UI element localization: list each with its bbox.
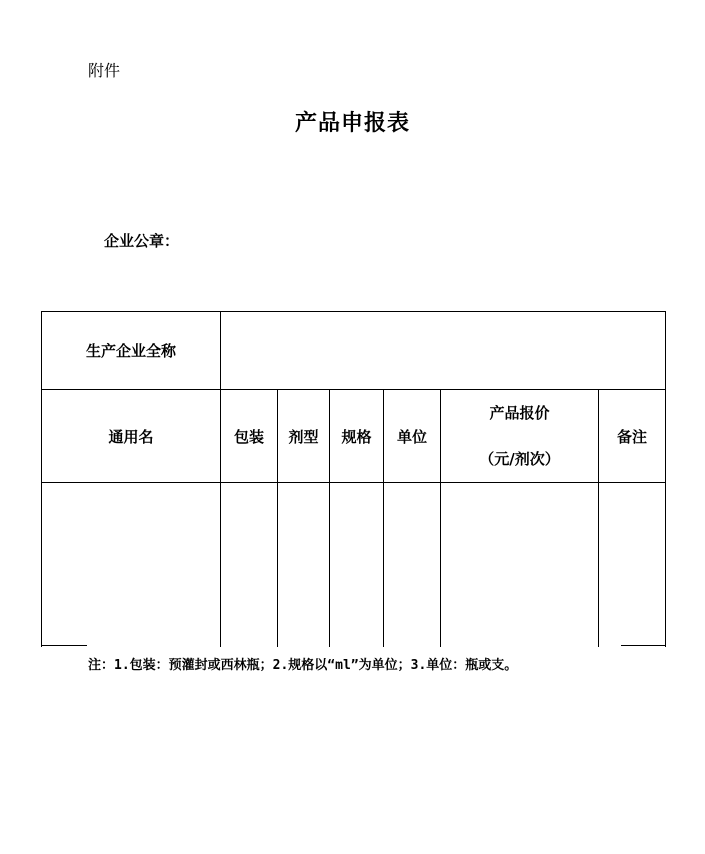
header-remarks: 备注 xyxy=(599,390,666,483)
header-price xyxy=(441,390,599,483)
table-bottom-border-left xyxy=(41,645,87,646)
cell-generic-name[interactable] xyxy=(42,483,221,648)
header-specification: 规格 xyxy=(330,390,384,483)
company-name-row xyxy=(42,312,666,390)
table-footnote: 注：1.包装：预灌封或西林瓶；2.规格以“ml”为单位；3.单位：瓶或支。 xyxy=(88,658,518,673)
cell-dosage-form[interactable] xyxy=(278,483,330,648)
page-title: 产品申报表 xyxy=(294,110,410,136)
cell-packaging[interactable] xyxy=(221,483,278,648)
product-declaration-table xyxy=(41,311,666,647)
cell-remarks[interactable] xyxy=(599,483,666,648)
header-generic-name: 通用名 xyxy=(42,390,221,483)
company-seal-label: 企业公章： xyxy=(104,232,180,250)
table-bottom-border-right xyxy=(621,645,665,646)
table-header-row xyxy=(42,390,666,483)
header-packaging: 包装 xyxy=(221,390,278,483)
header-price-unit: （元/剂次） xyxy=(479,450,560,468)
attachment-label: 附件 xyxy=(88,61,121,80)
header-dosage-form: 剂型 xyxy=(278,390,330,483)
cell-specification[interactable] xyxy=(330,483,384,648)
cell-price[interactable] xyxy=(441,483,599,648)
header-price-title: 产品报价 xyxy=(489,404,550,422)
company-full-name-label: 生产企业全称 xyxy=(42,312,221,390)
header-unit: 单位 xyxy=(384,390,441,483)
cell-unit[interactable] xyxy=(384,483,441,648)
company-full-name-field[interactable] xyxy=(221,312,666,390)
table-row xyxy=(42,483,666,648)
